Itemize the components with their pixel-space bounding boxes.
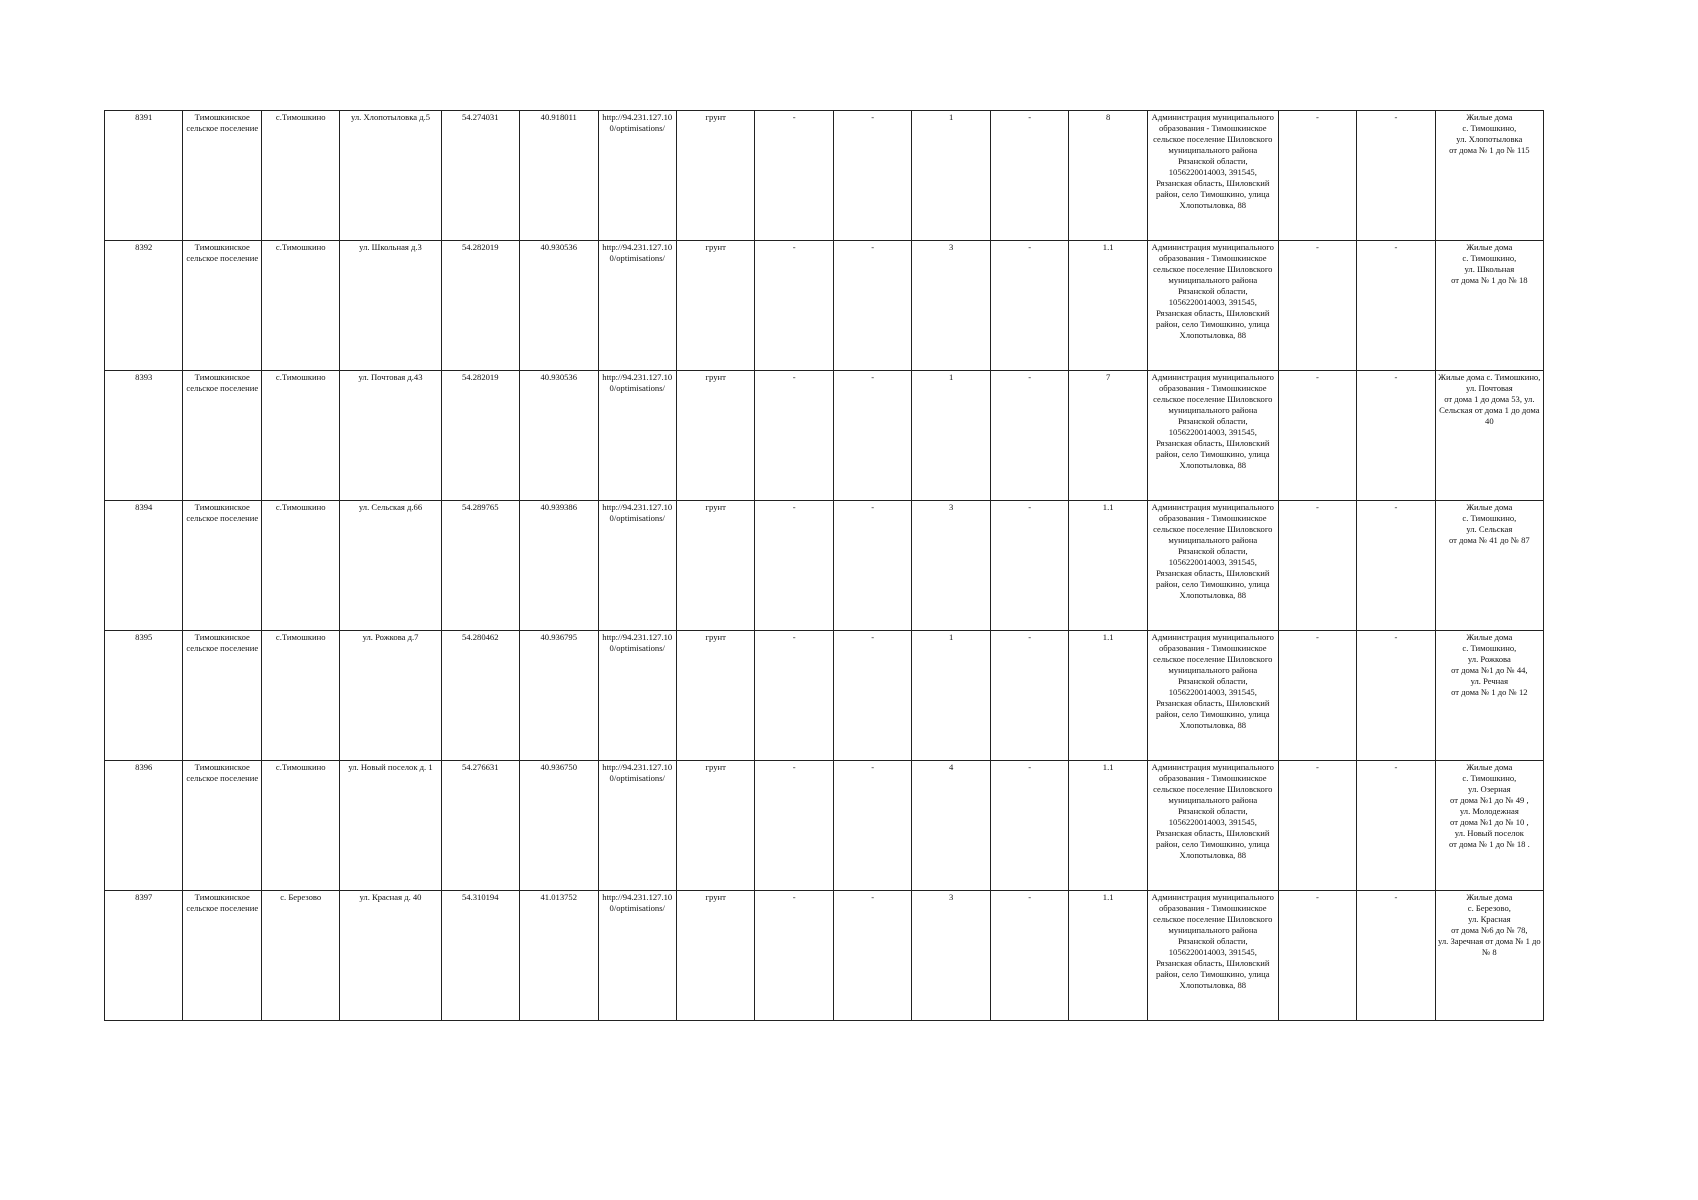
address-cell: ул. Красная д. 40 bbox=[340, 891, 441, 1021]
settlement-cell: Тимошкинское сельское поселение bbox=[183, 631, 261, 761]
dash-cell: - bbox=[1357, 241, 1435, 371]
volume-cell: 8 bbox=[1069, 111, 1147, 241]
locality-cell: с. Березово bbox=[261, 891, 339, 1021]
volume-cell: 1.1 bbox=[1069, 631, 1147, 761]
dash-cell: - bbox=[755, 241, 833, 371]
surface-cell: грунт bbox=[676, 111, 754, 241]
locality-cell: с.Тимошкино bbox=[261, 501, 339, 631]
dash-cell: - bbox=[990, 501, 1068, 631]
served-houses-cell: Жилые дома с. Тимошкино, ул. Хлопотыловка от дома № 1 до № 115 bbox=[1435, 111, 1543, 241]
registry-table bbox=[104, 110, 1544, 1021]
latitude-cell: 54.282019 bbox=[441, 241, 519, 371]
organization-cell: Администрация муниципального образования - Тимошкинское сельское поселение Шиловского муниципального района Рязанской области, 1056220014003, 391545, Рязанская область, Шиловский район, село Тимошкино, улица Хлопотыловка, 88 bbox=[1147, 631, 1278, 761]
surface-cell: грунт bbox=[676, 631, 754, 761]
volume-cell: 1.1 bbox=[1069, 241, 1147, 371]
row-number: 8393 bbox=[105, 371, 183, 501]
dash-cell: - bbox=[1357, 891, 1435, 1021]
organization-cell: Администрация муниципального образования - Тимошкинское сельское поселение Шиловского муниципального района Рязанской области, 1056220014003, 391545, Рязанская область, Шиловский район, село Тимошкино, улица Хлопотыловка, 88 bbox=[1147, 761, 1278, 891]
dash-cell: - bbox=[833, 891, 911, 1021]
row-number: 8397 bbox=[105, 891, 183, 1021]
container-count-cell: 1 bbox=[912, 371, 990, 501]
dash-cell: - bbox=[990, 371, 1068, 501]
dash-cell: - bbox=[1357, 631, 1435, 761]
latitude-cell: 54.276631 bbox=[441, 761, 519, 891]
dash-cell: - bbox=[990, 761, 1068, 891]
url-cell[interactable]: http://94.231.127.100/optimisations/ bbox=[598, 111, 676, 241]
dash-cell: - bbox=[755, 761, 833, 891]
address-cell: ул. Сельская д.66 bbox=[340, 501, 441, 631]
surface-cell: грунт bbox=[676, 501, 754, 631]
latitude-cell: 54.289765 bbox=[441, 501, 519, 631]
dash-cell: - bbox=[1357, 761, 1435, 891]
longitude-cell: 40.918011 bbox=[520, 111, 598, 241]
locality-cell: с.Тимошкино bbox=[261, 761, 339, 891]
row-number: 8391 bbox=[105, 111, 183, 241]
dash-cell: - bbox=[1278, 501, 1356, 631]
url-cell[interactable]: http://94.231.127.100/optimisations/ bbox=[598, 761, 676, 891]
dash-cell: - bbox=[755, 891, 833, 1021]
surface-cell: грунт bbox=[676, 891, 754, 1021]
dash-cell: - bbox=[1357, 111, 1435, 241]
settlement-cell: Тимошкинское сельское поселение bbox=[183, 111, 261, 241]
locality-cell: с.Тимошкино bbox=[261, 241, 339, 371]
dash-cell: - bbox=[990, 891, 1068, 1021]
container-count-cell: 1 bbox=[912, 631, 990, 761]
table-row bbox=[105, 761, 1544, 891]
longitude-cell: 41.013752 bbox=[520, 891, 598, 1021]
dash-cell: - bbox=[833, 371, 911, 501]
dash-cell: - bbox=[990, 241, 1068, 371]
container-count-cell: 3 bbox=[912, 891, 990, 1021]
url-cell[interactable]: http://94.231.127.100/optimisations/ bbox=[598, 371, 676, 501]
dash-cell: - bbox=[1357, 371, 1435, 501]
dash-cell: - bbox=[833, 111, 911, 241]
row-number: 8394 bbox=[105, 501, 183, 631]
organization-cell: Администрация муниципального образования - Тимошкинское сельское поселение Шиловского муниципального района Рязанской области, 1056220014003, 391545, Рязанская область, Шиловский район, село Тимошкино, улица Хлопотыловка, 88 bbox=[1147, 241, 1278, 371]
surface-cell: грунт bbox=[676, 371, 754, 501]
longitude-cell: 40.936795 bbox=[520, 631, 598, 761]
address-cell: ул. Хлопотыловка д.5 bbox=[340, 111, 441, 241]
dash-cell: - bbox=[833, 631, 911, 761]
longitude-cell: 40.936750 bbox=[520, 761, 598, 891]
dash-cell: - bbox=[1278, 371, 1356, 501]
locality-cell: с.Тимошкино bbox=[261, 111, 339, 241]
dash-cell: - bbox=[755, 501, 833, 631]
dash-cell: - bbox=[833, 761, 911, 891]
registry-body bbox=[105, 111, 1544, 1021]
url-cell[interactable]: http://94.231.127.100/optimisations/ bbox=[598, 891, 676, 1021]
address-cell: ул. Новый поселок д. 1 bbox=[340, 761, 441, 891]
organization-cell: Администрация муниципального образования - Тимошкинское сельское поселение Шиловского муниципального района Рязанской области, 1056220014003, 391545, Рязанская область, Шиловский район, село Тимошкино, улица Хлопотыловка, 88 bbox=[1147, 501, 1278, 631]
latitude-cell: 54.280462 bbox=[441, 631, 519, 761]
dash-cell: - bbox=[833, 241, 911, 371]
container-count-cell: 3 bbox=[912, 241, 990, 371]
dash-cell: - bbox=[755, 371, 833, 501]
organization-cell: Администрация муниципального образования - Тимошкинское сельское поселение Шиловского муниципального района Рязанской области, 1056220014003, 391545, Рязанская область, Шиловский район, село Тимошкино, улица Хлопотыловка, 88 bbox=[1147, 891, 1278, 1021]
row-number: 8395 bbox=[105, 631, 183, 761]
served-houses-cell: Жилые дома с. Тимошкино, ул. Рожкова от дома №1 до № 44, ул. Речная от дома № 1 до № 12 bbox=[1435, 631, 1543, 761]
settlement-cell: Тимошкинское сельское поселение bbox=[183, 761, 261, 891]
table-row bbox=[105, 111, 1544, 241]
dash-cell: - bbox=[1278, 891, 1356, 1021]
settlement-cell: Тимошкинское сельское поселение bbox=[183, 891, 261, 1021]
volume-cell: 7 bbox=[1069, 371, 1147, 501]
locality-cell: с.Тимошкино bbox=[261, 631, 339, 761]
dash-cell: - bbox=[755, 111, 833, 241]
table-row bbox=[105, 501, 1544, 631]
longitude-cell: 40.930536 bbox=[520, 241, 598, 371]
longitude-cell: 40.939386 bbox=[520, 501, 598, 631]
surface-cell: грунт bbox=[676, 761, 754, 891]
dash-cell: - bbox=[990, 631, 1068, 761]
dash-cell: - bbox=[1278, 241, 1356, 371]
table-row bbox=[105, 891, 1544, 1021]
organization-cell: Администрация муниципального образования - Тимошкинское сельское поселение Шиловского муниципального района Рязанской области, 1056220014003, 391545, Рязанская область, Шиловский район, село Тимошкино, улица Хлопотыловка, 88 bbox=[1147, 111, 1278, 241]
row-number: 8396 bbox=[105, 761, 183, 891]
url-cell[interactable]: http://94.231.127.100/optimisations/ bbox=[598, 241, 676, 371]
address-cell: ул. Почтовая д.43 bbox=[340, 371, 441, 501]
settlement-cell: Тимошкинское сельское поселение bbox=[183, 241, 261, 371]
served-houses-cell: Жилые дома с. Тимошкино, ул. Школьная от дома № 1 до № 18 bbox=[1435, 241, 1543, 371]
longitude-cell: 40.930536 bbox=[520, 371, 598, 501]
address-cell: ул. Школьная д.3 bbox=[340, 241, 441, 371]
container-count-cell: 1 bbox=[912, 111, 990, 241]
url-cell[interactable]: http://94.231.127.100/optimisations/ bbox=[598, 501, 676, 631]
container-count-cell: 3 bbox=[912, 501, 990, 631]
url-cell[interactable]: http://94.231.127.100/optimisations/ bbox=[598, 631, 676, 761]
dash-cell: - bbox=[1278, 761, 1356, 891]
dash-cell: - bbox=[1278, 631, 1356, 761]
locality-cell: с.Тимошкино bbox=[261, 371, 339, 501]
dash-cell: - bbox=[1357, 501, 1435, 631]
dash-cell: - bbox=[755, 631, 833, 761]
dash-cell: - bbox=[833, 501, 911, 631]
volume-cell: 1.1 bbox=[1069, 891, 1147, 1021]
served-houses-cell: Жилые дома с. Тимошкино, ул. Озерная от дома №1 до № 49 , ул. Молодежная от дома №1 до № 10 , ул. Новый поселок от дома № 1 до № 18 . bbox=[1435, 761, 1543, 891]
settlement-cell: Тимошкинское сельское поселение bbox=[183, 371, 261, 501]
row-number: 8392 bbox=[105, 241, 183, 371]
served-houses-cell: Жилые дома с. Березово, ул. Красная от дома №6 до № 78, ул. Заречная от дома № 1 до № 8 bbox=[1435, 891, 1543, 1021]
latitude-cell: 54.310194 bbox=[441, 891, 519, 1021]
table-row bbox=[105, 371, 1544, 501]
latitude-cell: 54.282019 bbox=[441, 371, 519, 501]
surface-cell: грунт bbox=[676, 241, 754, 371]
dash-cell: - bbox=[990, 111, 1068, 241]
volume-cell: 1.1 bbox=[1069, 501, 1147, 631]
volume-cell: 1.1 bbox=[1069, 761, 1147, 891]
organization-cell: Администрация муниципального образования - Тимошкинское сельское поселение Шиловского муниципального района Рязанской области, 1056220014003, 391545, Рязанская область, Шиловский район, село Тимошкино, улица Хлопотыловка, 88 bbox=[1147, 371, 1278, 501]
served-houses-cell: Жилые дома с. Тимошкино, ул. Сельская от дома № 41 до № 87 bbox=[1435, 501, 1543, 631]
address-cell: ул. Рожкова д.7 bbox=[340, 631, 441, 761]
table-row bbox=[105, 631, 1544, 761]
table-row bbox=[105, 241, 1544, 371]
settlement-cell: Тимошкинское сельское поселение bbox=[183, 501, 261, 631]
served-houses-cell: Жилые дома с. Тимошкино, ул. Почтовая от дома 1 до дома 53, ул. Сельская от дома 1 до дома 40 bbox=[1435, 371, 1543, 501]
latitude-cell: 54.274031 bbox=[441, 111, 519, 241]
container-count-cell: 4 bbox=[912, 761, 990, 891]
dash-cell: - bbox=[1278, 111, 1356, 241]
